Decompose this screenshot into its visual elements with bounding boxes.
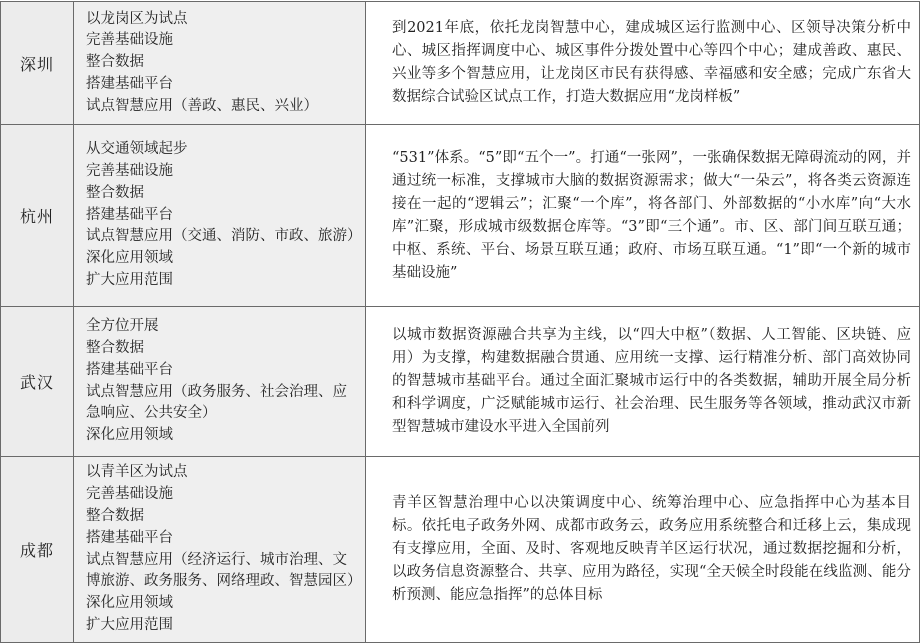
step-item: 试点智慧应用（政务服务、社会治理、应急响应、公共安全） xyxy=(86,383,347,422)
description-cell: 到2021年底，依托龙岗智慧中心，建成城区运行监测中心、区领导决策分析中心、城区指挥调度中心、城区事件分拨处置中心等四个中心；建成善政、惠民、兴业等多个智慧应用，让龙岗区市民有获得感、幸福感和安全感；完成广东省大数据综合试验区试点工作，打造大数据应用“龙岗样板” xyxy=(366,2,920,125)
step-item: 试点智慧应用（交通、消防、市政、旅游） xyxy=(86,228,362,245)
step-item: 试点智慧应用（善政、惠民、兴业） xyxy=(86,97,318,114)
step-item: 以龙岗区为试点 xyxy=(86,10,188,27)
step-item: 完善基础设施 xyxy=(86,32,173,49)
description-cell: 以城市数据资源融合共享为主线，以“四大中枢”（数据、人工智能、区块链、应用）为支撑，构建数据融合贯通、应用统一支撑、运行精准分析、部门高效协同的智慧城市基础平台。通过全面汇聚城市运行中的各类数据，辅助开展全局分析和科学调度，广泛赋能城市运行、社会治理、民生服务等各领域，推动武汉市新型智慧城市建设水平进入全国前列 xyxy=(366,307,920,457)
table-row-chengdu xyxy=(1,457,920,643)
step-item: 全方位开展 xyxy=(86,318,159,335)
step-item: 深化应用领域 xyxy=(86,250,173,267)
step-item: 搭建基础平台 xyxy=(86,361,173,378)
steps-cell xyxy=(74,307,366,457)
table-row-wuhan xyxy=(1,307,920,457)
description-cell: 青羊区智慧治理中心以决策调度中心、统筹治理中心、应急指挥中心为基本目标。依托电子政务外网、成都市政务云，政务应用系统整合和迁移上云，集成现有支撑应用，全面、及时、客观地反映青羊区运行状况，通过数据挖掘和分析，以政务信息资源整合、共享、应用为路径，实现“全天候全时段能在线监测、能分析预测、能应急指挥”的总体目标 xyxy=(366,457,920,643)
city-cell: 深圳 xyxy=(1,2,74,125)
step-item: 整合数据 xyxy=(86,507,144,524)
step-item: 扩大应用范围 xyxy=(86,271,173,288)
step-item: 搭建基础平台 xyxy=(86,206,173,223)
city-cell: 武汉 xyxy=(1,307,74,457)
steps-cell xyxy=(74,2,366,125)
step-item: 整合数据 xyxy=(86,339,144,356)
step-item: 搭建基础平台 xyxy=(86,75,173,92)
step-item: 从交通领域起步 xyxy=(86,141,188,158)
step-item: 试点智慧应用（经济运行、城市治理、文博旅游、政务服务、网络理政、智慧园区） xyxy=(86,551,362,590)
steps-cell xyxy=(74,457,366,643)
step-item: 搭建基础平台 xyxy=(86,529,173,546)
step-item: 以青羊区为试点 xyxy=(86,464,188,481)
table-row-shenzhen xyxy=(1,2,920,125)
step-item: 扩大应用范围 xyxy=(86,616,173,633)
table-row-hangzhou xyxy=(1,125,920,307)
description-cell: “531”体系。“5”即“五个一”。打通“一张网”，一张确保数据无障碍流动的网，并通过统一标准，支撑城市大脑的数据资源需求；做大“一朵云”，将各类云资源连接在一起的“逻辑云”；汇聚“一个库”，将各部门、外部数据的“小水库”向“大水库”汇聚，形成城市级数据仓库等。“3”即“三个通”。市、区、部门间互联互通；中枢、系统、平台、场景互联互通；政府、市场互联互通。“1”即“一个新的城市基础设施” xyxy=(366,125,920,307)
smart-city-comparison-table xyxy=(0,1,920,643)
step-item: 深化应用领域 xyxy=(86,595,173,612)
step-item: 整合数据 xyxy=(86,54,144,71)
city-cell: 成都 xyxy=(1,457,74,643)
step-item: 完善基础设施 xyxy=(86,486,173,503)
step-item: 整合数据 xyxy=(86,184,144,201)
steps-cell xyxy=(74,125,366,307)
city-cell: 杭州 xyxy=(1,125,74,307)
step-item: 深化应用领域 xyxy=(86,427,173,444)
step-item: 完善基础设施 xyxy=(86,163,173,179)
